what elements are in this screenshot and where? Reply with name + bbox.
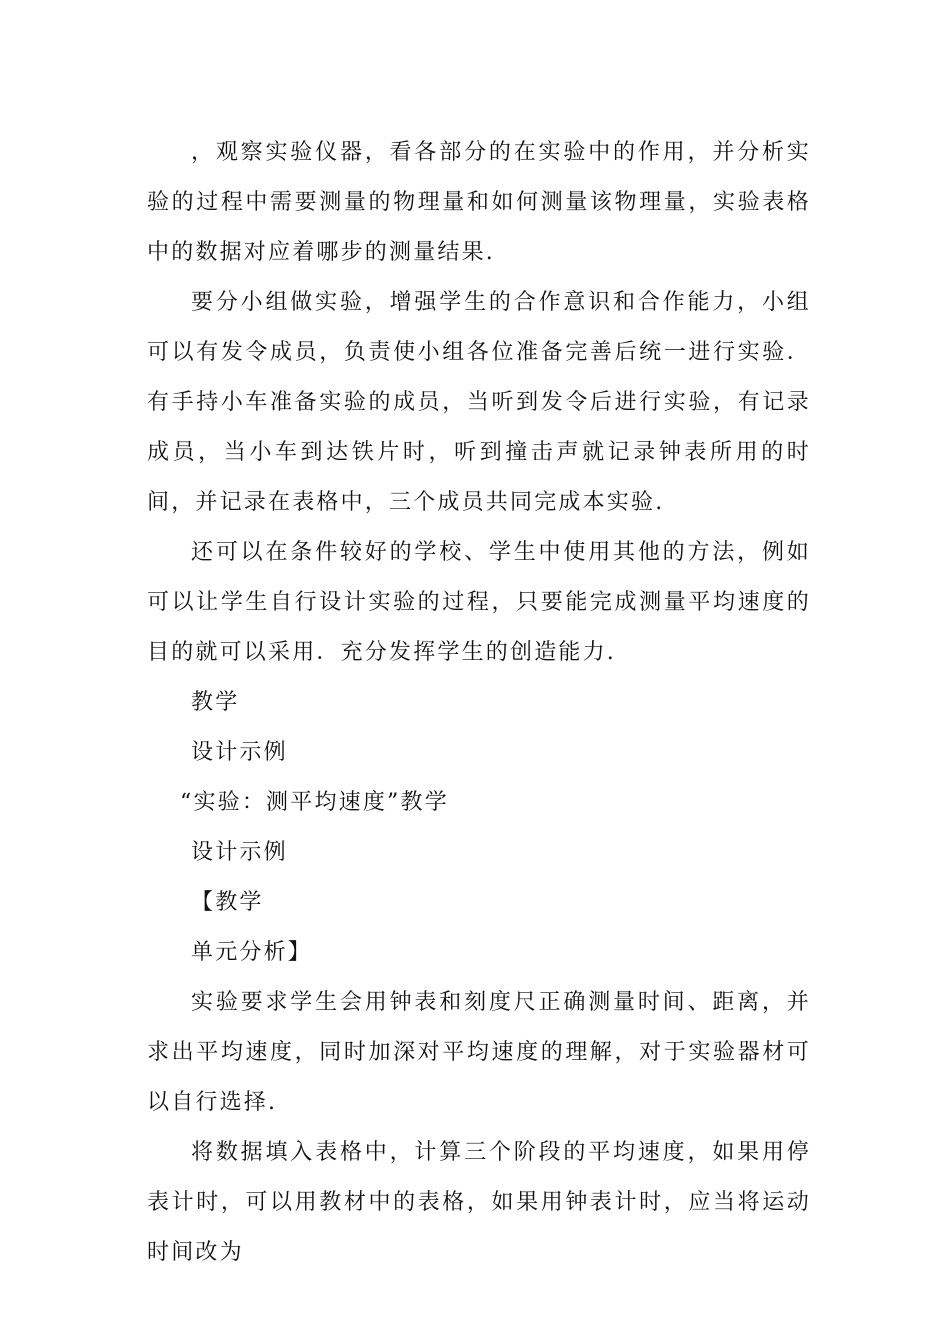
- line-teaching-bracket: 【教学: [191, 890, 264, 915]
- line-unit-analysis: 单元分析】: [191, 940, 313, 965]
- line-teaching: 教学: [191, 690, 240, 715]
- paragraph-fill-table: 将数据填入表格中，计算三个阶段的平均速度，如果用停表计时，可以用教材中的表格，如果用钟表计时，应当将运动时间改为: [147, 1140, 811, 1265]
- document-body: [147, 128, 811, 1278]
- paragraph-group-experiment: 要分小组做实验，增强学生的合作意识和合作能力，小组可以有发令成员，负责使小组各位准备完善后统一进行实验．有手持小车准备实验的成员，当听到发令后进行实验，有记录成员，当小车到达铁片时，听到撞击声就记录钟表所用的时间，并记录在表格中，三个成员共同完成本实验.: [147, 290, 811, 515]
- line-design-example-2: 设计示例: [191, 840, 288, 865]
- paragraph-experiment-requirements: 实验要求学生会用钟表和刻度尺正确测量时间、距离，并求出平均速度，同时加深对平均速度的理解，对于实验器材可以自行选择.: [147, 990, 811, 1115]
- line-design-example: 设计示例: [191, 740, 288, 765]
- paragraph-observe-instruments: ，观察实验仪器，看各部分的在实验中的作用，并分析实验的过程中需要测量的物理量和如何测量该物理量，实验表格中的数据对应着哪步的测量结果.: [147, 140, 811, 265]
- paragraph-other-methods: 还可以在条件较好的学校、学生中使用其他的方法，例如可以让学生自行设计实验的过程，只要能完成测量平均速度的目的就可以采用．充分发挥学生的创造能力.: [147, 540, 811, 665]
- line-experiment-title: “实验：测平均速度”教学: [180, 790, 449, 815]
